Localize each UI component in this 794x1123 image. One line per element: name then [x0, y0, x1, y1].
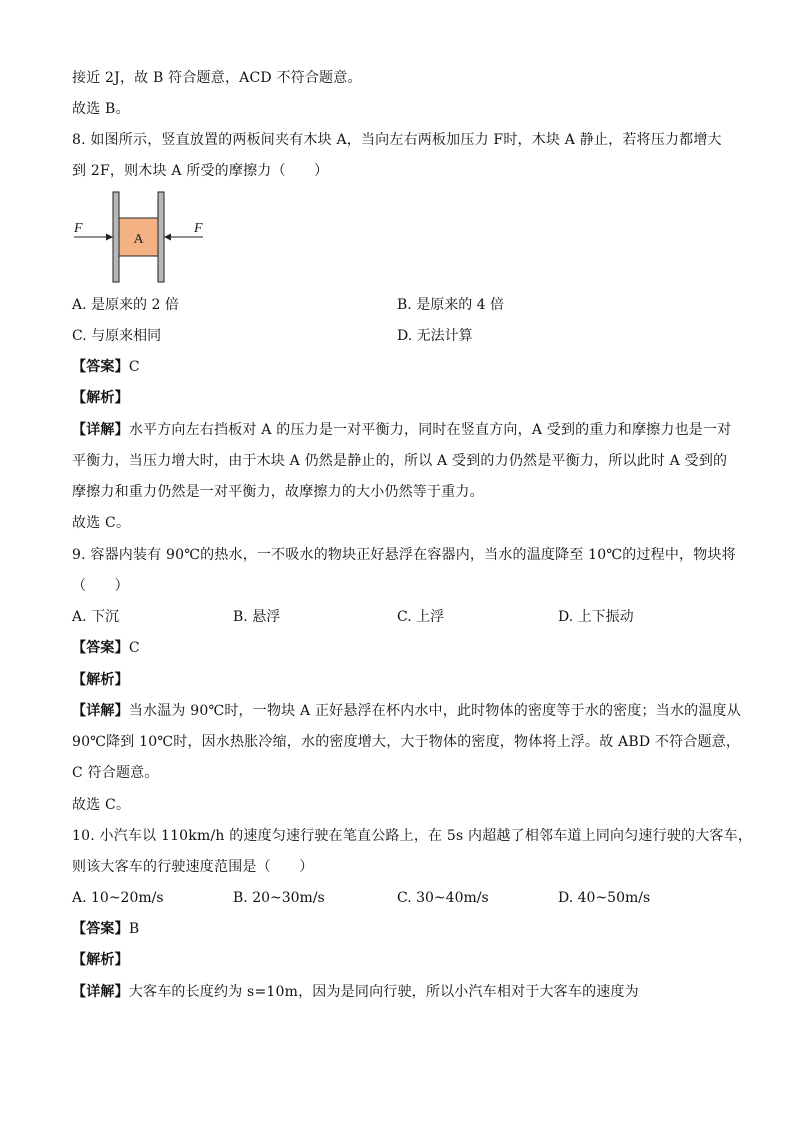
text-line: 接近 2J，故 B 符合题意，ACD 不符合题意。 — [72, 70, 362, 86]
question-9-stem: （ ） — [72, 578, 129, 594]
option-c: C. 30~40m/s — [397, 890, 489, 906]
question-8-stem: 到 2F，则木块 A 所受的摩擦力（ ） — [72, 163, 329, 179]
right-plate — [158, 192, 164, 282]
detail-tag: 【详解】 — [72, 984, 129, 1000]
answer-line — [72, 638, 140, 658]
answer-line — [72, 357, 140, 377]
analysis-tag-text: 【解析】 — [72, 672, 129, 688]
text-line: 摩擦力和重力仍然是一对平衡力，故摩擦力的大小仍然等于重力。 — [72, 484, 484, 500]
option-b: B. 20~30m/s — [233, 890, 325, 906]
detail-text: 大客车的长度约为 s=10m，因为是同向行驶，所以小汽车相对于大客车的速度为 — [128, 984, 639, 1000]
option-a: A. 是原来的 2 倍 — [72, 297, 179, 313]
detail-line — [72, 420, 731, 440]
left-plate — [113, 192, 119, 282]
detail-line — [72, 982, 639, 1002]
answer-value: C — [128, 640, 140, 656]
detail-line — [72, 701, 741, 721]
analysis-tag — [72, 950, 129, 970]
answer-line — [72, 919, 139, 939]
left-force-label: F — [74, 221, 83, 236]
text-line: 故选 C。 — [72, 515, 131, 531]
answer-value: C — [128, 359, 140, 375]
right-force-arrowhead — [164, 234, 171, 241]
option-c: C. 上浮 — [397, 609, 445, 625]
text-line: 90℃降到 10℃时，因水热胀冷缩，水的密度增大，大于物体的密度，物体将上浮。故 ABD 不符合题意， — [72, 734, 741, 750]
option-c: C. 与原来相同 — [72, 328, 162, 344]
clamp-diagram — [72, 188, 212, 288]
analysis-tag-text: 【解析】 — [72, 952, 129, 968]
question-9-stem: 9. 容器内装有 90℃的热水，一不吸水的物块正好悬浮在容器内，当水的温度降至 10℃的过程中，物块将 — [72, 547, 736, 563]
analysis-tag — [72, 388, 129, 408]
analysis-tag-text: 【解析】 — [72, 390, 129, 406]
answer-tag: 【答案】 — [72, 921, 129, 937]
option-d: D. 无法计算 — [397, 328, 473, 344]
block-label: A — [133, 232, 144, 247]
question-8-stem: 8. 如图所示，竖直放置的两板间夹有木块 A，当向左右两板加压力 F时，木块 A 静止，若将压力都增大 — [72, 132, 722, 148]
left-force-arrowhead — [106, 234, 113, 241]
answer-tag: 【答案】 — [72, 359, 129, 375]
answer-value: B — [128, 921, 140, 937]
text-line: 平衡力，当压力增大时，由于木块 A 仍然是静止的，所以 A 受到的力仍然是平衡力，所以此时 A 受到的 — [72, 453, 728, 469]
option-d: D. 40~50m/s — [558, 890, 651, 906]
answer-tag: 【答案】 — [72, 640, 129, 656]
option-b: B. 是原来的 4 倍 — [397, 297, 504, 313]
option-a: A. 下沉 — [72, 609, 120, 625]
text-line: 故选 C。 — [72, 797, 131, 813]
detail-tag: 【详解】 — [72, 703, 129, 719]
option-a: A. 10~20m/s — [72, 890, 164, 906]
text-line: C 符合题意。 — [72, 765, 159, 781]
right-force-label: F — [194, 221, 203, 236]
detail-text: 当水温为 90℃时，一物块 A 正好悬浮在杯内水中，此时物体的密度等于水的密度；当水的温度从 — [128, 703, 741, 719]
text-line: 故选 B。 — [72, 101, 130, 117]
option-b: B. 悬浮 — [233, 609, 281, 625]
analysis-tag — [72, 670, 129, 690]
option-d: D. 上下振动 — [558, 609, 634, 625]
question-10-stem: 10. 小汽车以 110km/h 的速度匀速行驶在笔直公路上，在 5s 内超越了相邻车道上同向匀速行驶的大客车， — [72, 828, 753, 844]
detail-text: 水平方向左右挡板对 A 的压力是一对平衡力，同时在竖直方向，A 受到的重力和摩擦力也是一对 — [128, 422, 732, 438]
detail-tag: 【详解】 — [72, 422, 129, 438]
question-10-stem: 则该大客车的行驶速度范围是（ ） — [72, 859, 314, 875]
